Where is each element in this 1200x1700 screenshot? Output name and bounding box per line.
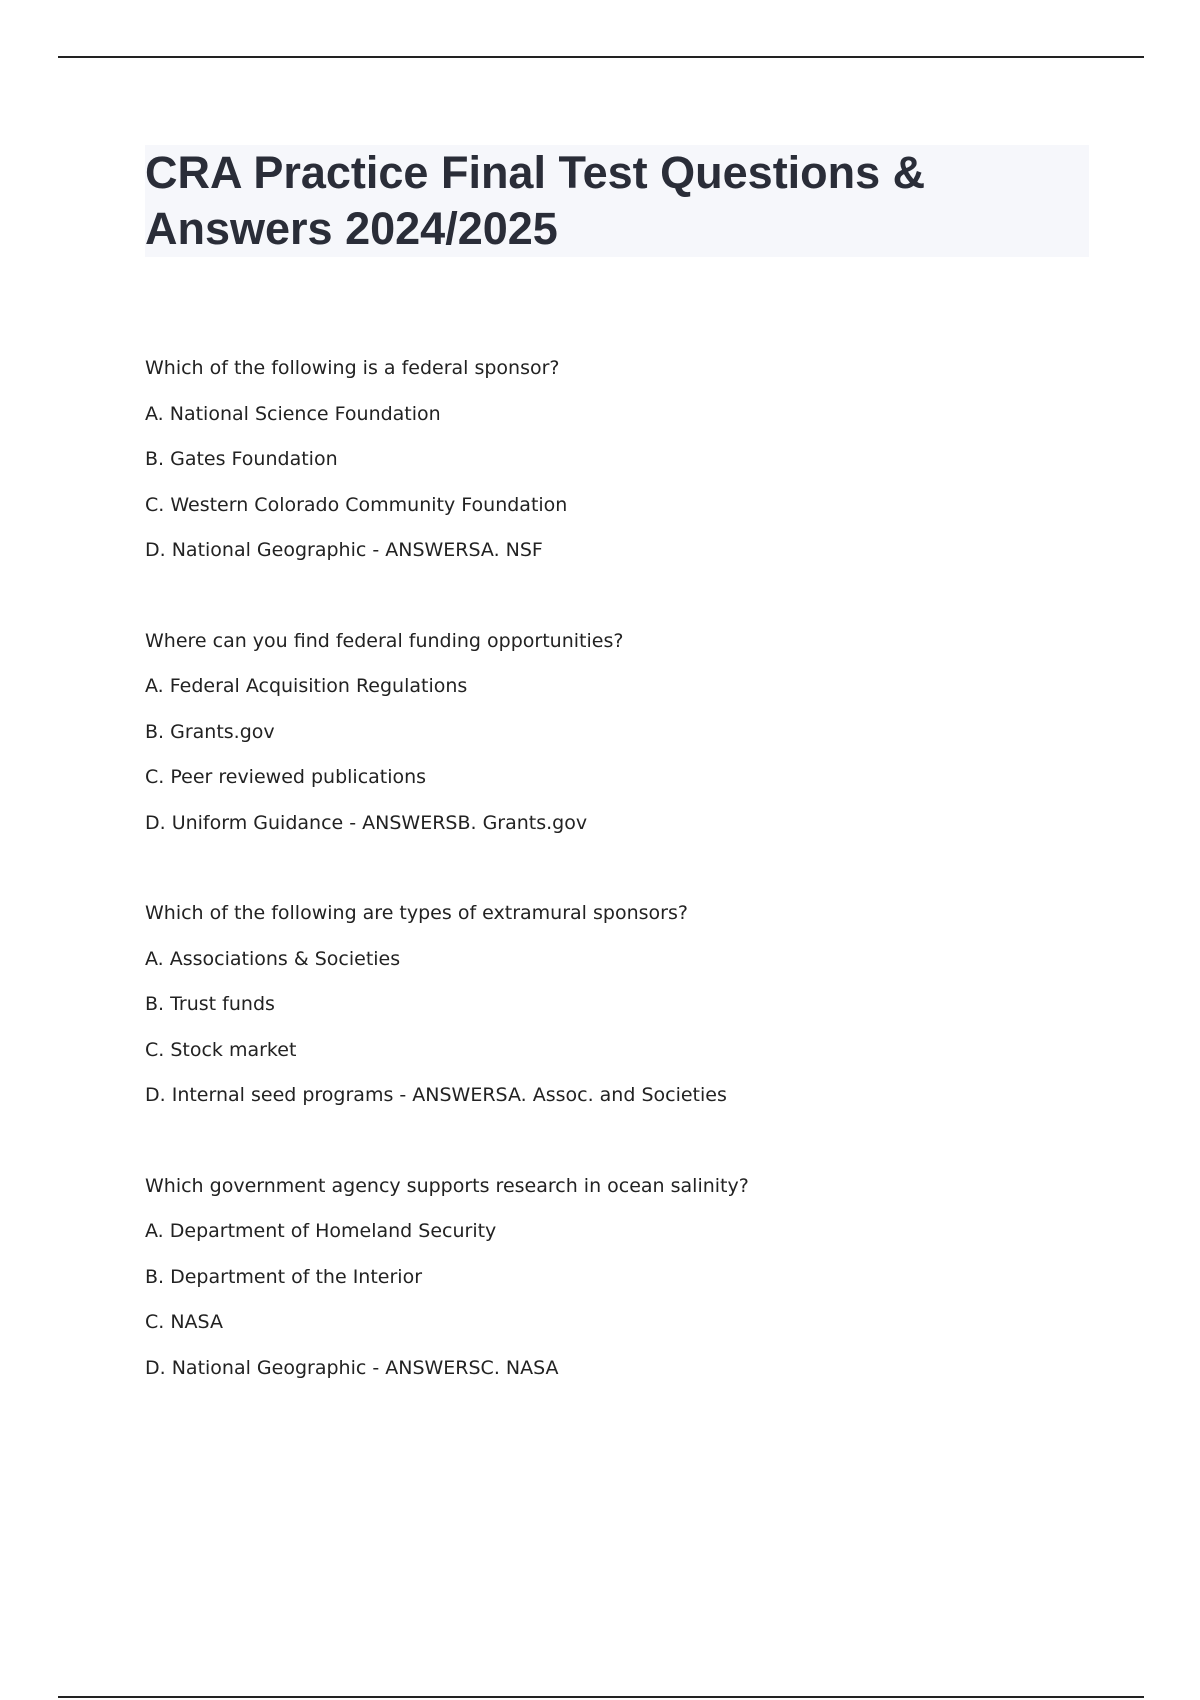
option-b: B. Department of the Interior xyxy=(145,1265,423,1288)
question-text: Which of the following is a federal sponsor? xyxy=(145,357,560,379)
option-d-with-answer: D. Uniform Guidance - ANSWERSB. Grants.gov xyxy=(145,811,588,834)
question-block-4 xyxy=(145,1164,1089,1392)
option-b: B. Grants.gov xyxy=(145,720,275,743)
option-a: A. Department of Homeland Security xyxy=(145,1220,497,1242)
option-d-with-answer: D. National Geographic - ANSWERSC. NASA xyxy=(145,1356,559,1379)
question-block-2 xyxy=(145,619,1089,847)
top-divider xyxy=(58,56,1144,58)
option-a: A. Associations & Societies xyxy=(145,947,401,970)
question-text: Where can you find federal funding opportunities? xyxy=(145,629,624,652)
option-a: A. National Science Foundation xyxy=(145,402,441,425)
option-c: C. Peer reviewed publications xyxy=(145,766,427,788)
option-d-with-answer: D. Internal seed programs - ANSWERSA. Assoc. and Societies xyxy=(145,1084,727,1106)
question-text: Which government agency supports research in ocean salinity? xyxy=(145,1174,749,1197)
questions-list xyxy=(145,346,1089,1436)
option-d-with-answer: D. National Geographic - ANSWERSA. NSF xyxy=(145,539,543,561)
question-block-1 xyxy=(145,346,1089,574)
question-block-3 xyxy=(145,891,1089,1119)
title-box xyxy=(145,145,1089,257)
option-b: B. Gates Foundation xyxy=(145,448,338,470)
document-title: CRA Practice Final Test Questions & Answers 2024/2025 xyxy=(145,147,926,254)
bottom-divider xyxy=(58,1696,1144,1698)
option-a: A. Federal Acquisition Regulations xyxy=(145,675,468,697)
question-text: Which of the following are types of extramural sponsors? xyxy=(145,902,688,924)
option-c: C. NASA xyxy=(145,1311,223,1333)
option-c: C. Western Colorado Community Foundation xyxy=(145,493,568,516)
option-b: B. Trust funds xyxy=(145,993,275,1015)
option-c: C. Stock market xyxy=(145,1038,297,1061)
